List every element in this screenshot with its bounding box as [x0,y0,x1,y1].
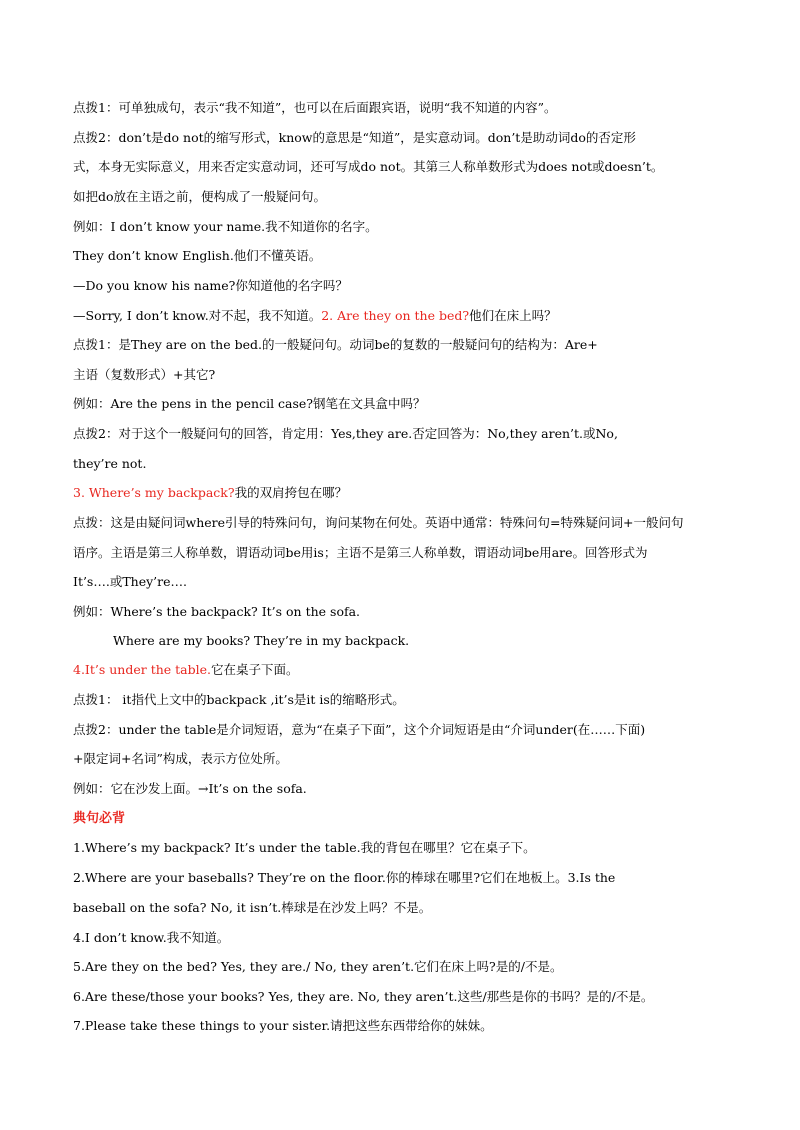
highlighted-sentence: 2. Are they on the bed? [321,308,470,323]
line-text: 例如：它在沙发上面。→It’s on the sofa. [73,781,307,796]
line-text: It’s….或They’re…. [73,574,187,589]
text-line [73,513,740,533]
line-text: baseball on the sofa? No, it isn’t.棒球是在沙发上吗？不是。 [73,900,432,915]
line-text: 点拨2：don’t是do not的缩写形式，know的意思是“知道”，是实意动词。don’t是助动词do的否定形 [73,130,636,145]
text-line [73,128,740,148]
translation-text: 我的双肩挎包在哪？ [234,485,348,500]
text-line [73,394,740,414]
text-line [113,631,740,651]
line-text: 1.Where’s my backpack? It’s under the table.我的背包在哪里？它在桌子下。 [73,840,536,855]
line-text: 点拨1： it指代上文中的backpack ,it’s是it is的缩略形式。 [73,692,405,707]
text-line [73,246,740,266]
highlighted-sentence: 4.It’s under the table. [73,662,211,677]
line-text: They don’t know English.他们不懂英语。 [73,248,322,263]
line-text: 例如：I don’t know your name.我不知道你的名字。 [73,219,378,234]
line-text: 7.Please take these things to your sister.请把这些东西带给你的妹妹。 [73,1018,493,1033]
line-text: —Sorry, I don’t know.对不起，我不知道。 [73,308,322,323]
line-text: 例如：Where’s the backpack? It’s on the sofa. [73,604,361,619]
line-text: 5.Are they on the bed? Yes, they are./ No, they aren’t.它们在床上吗?是的/不是。 [73,959,563,974]
text-line [73,483,740,503]
text-line [73,720,740,740]
line-text: 点拨1：可单独成句，表示“我不知道”，也可以在后面跟宾语，说明“我不知道的内容”。 [73,100,557,115]
line-text: Where are my books? They’re in my backpack. [113,633,410,648]
text-line [73,690,740,710]
line-text: 语序。主语是第三人称单数，谓语动词be用is；主语不是第三人称单数，谓语动词be用are。回答形式为 [73,545,648,560]
line-text: 主语（复数形式）+其它? [73,367,216,382]
line-text: 如把do放在主语之前，便构成了一般疑问句。 [73,189,327,204]
text-line [73,868,740,888]
text-line [73,1016,740,1036]
text-line [73,749,740,769]
highlighted-sentence: 3. Where’s my backpack? [73,485,235,500]
line-text: 例如：Are the pens in the pencil case?钢笔在文具盒中吗？ [73,396,426,411]
text-line [73,276,740,296]
text-line [73,660,740,680]
text-line [73,306,740,326]
text-line [73,928,740,948]
text-line [73,454,740,474]
line-text: 6.Are these/those your books? Yes, they are. No, they aren’t.这些/那些是你的书吗？是的/不是。 [73,989,654,1004]
translation-text: 他们在床上吗？ [469,308,557,323]
heading-text: 典句必背 [73,811,126,826]
text-line [73,543,740,563]
line-text: 点拨2：对于这个一般疑问句的回答，肯定用：Yes,they are.否定回答为：No,they aren’t.或No, [73,426,618,441]
line-text: +限定词+名词”构成，表示方位处所。 [73,751,288,766]
text-line [73,335,740,355]
line-text: —Do you know his name?你知道他的名字吗？ [73,278,348,293]
line-text: 点拨1：是They are on the bed.的一般疑问句。动词be的复数的一般疑问句的结构为：Are+ [73,337,598,352]
text-line [73,572,740,592]
line-text: they’re not. [73,456,147,471]
text-line [73,424,740,444]
section-heading [73,808,740,829]
text-line [73,957,740,977]
text-line [73,898,740,918]
text-line [73,779,740,799]
translation-text: 它在桌子下面。 [211,662,299,677]
text-line [73,602,740,622]
text-line [73,157,740,177]
text-line [73,217,740,237]
line-text: 点拨2：under the table是介词短语，意为“在桌子下面”，这个介词短语是由“介词under(在……下面) [73,722,646,737]
text-line [73,98,740,118]
text-line [73,838,740,858]
line-text: 点拨：这是由疑问词where引导的特殊问句，询问某物在何处。英语中通常：特殊问句=特殊疑问词+一般问句 [73,515,684,530]
line-text: 2.Where are your baseballs? They’re on the floor.你的棒球在哪里?它们在地板上。3.Is the [73,870,616,885]
line-text: 式，本身无实际意义，用来否定实意动词，还可写成do not。其第三人称单数形式为does not或doesn’t。 [73,159,664,174]
line-text: 4.I don’t know.我不知道。 [73,930,230,945]
text-line [73,187,740,207]
text-line [73,365,740,385]
text-line [73,987,740,1007]
